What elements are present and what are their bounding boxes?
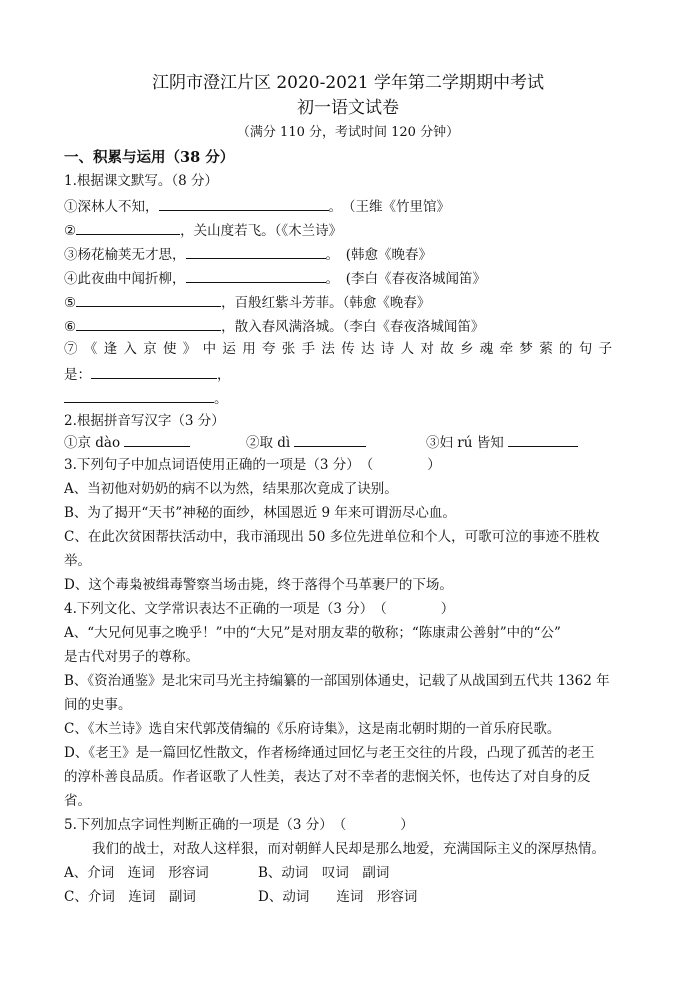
q3-option-c-cont: 举。 [64,553,91,569]
q3-option-d: D、这个毒枭被缉毒警察当场击毙，终于落得个马革裹尸的下场。 [64,577,453,593]
answer-blank[interactable] [64,388,214,403]
q2-item-1 [64,432,190,452]
answer-blank[interactable] [76,220,180,235]
answer-blank[interactable] [508,432,578,447]
q2-item-2 [246,432,366,452]
q3-option-c: C、在此次贫困帮扶活动中，我市涌现出 50 多位先进单位和个人，可歌可泣的事迹不胜枚 [64,529,600,545]
answer-blank[interactable] [76,316,221,331]
q1-item-3-post: 。 (韩愈《晚春》 [325,247,433,263]
q1-item-7-pre: 是： [64,367,91,383]
q2-stem: 2.根据拼音写汉字（3 分） [64,413,225,429]
answer-blank[interactable] [76,292,221,307]
q5-option-b: B、动词 叹词 副词 [258,865,390,881]
q1-item-2-post: ，关山度若飞。（《木兰诗》 [180,223,343,239]
q4-option-b-cont: 间的史事。 [64,697,132,713]
q2-item-2-label: ②取 dì [246,435,291,451]
answer-blank[interactable] [124,432,190,447]
q1-item-3 [64,244,432,264]
exam-title-line2: 初一语文试卷 [297,98,399,118]
q1-item-7-line1: ⑦《逢入京使》中运用夸张手法传达诗人对故乡魂牵梦萦的句子 [64,341,619,357]
answer-blank[interactable] [159,196,329,211]
q5-stem: 5.下列加点字词性判断正确的一项是（3 分） （ ） [64,817,414,833]
q4-option-a-cont: 是古代对男子的尊称。 [64,649,199,665]
q4-option-a: A、“大兄何见事之晚乎！”中的“大兄”是对朋友辈的敬称；“陈康肃公善射”中的“公” [64,625,561,641]
q2-item-1-label: ①京 dào [64,435,121,451]
answer-blank[interactable] [294,432,366,447]
q1-item-6-pre: ⑥ [64,319,77,335]
q3-option-a: A、当初他对奶奶的病不以为然，结果那次竟成了诀别。 [64,481,398,497]
q4-option-c: C、《木兰诗》选自宋代郭茂倩编的《乐府诗集》，这是南北朝时期的一首乐府民歌。 [64,721,561,737]
q1-item-1-pre: ①深林人不知， [64,199,159,215]
q1-item-5-pre: ⑤ [64,295,77,311]
q1-item-4-post: 。 (李白《春夜洛城闻笛》 [325,271,487,287]
answer-blank[interactable] [91,364,217,379]
q1-item-6 [64,316,484,336]
q1-item-1 [64,196,450,216]
q1-item-1-post: 。 （王维《竹里馆》 [328,199,450,215]
q1-item-5 [64,292,430,312]
q4-stem: 4.下列文化、文学常识表达不正确的一项是（3 分） （ ） [64,601,455,617]
q4-option-d: D、《老王》是一篇回忆性散文，作者杨绛通过回忆与老王交往的片段，凸现了孤苦的老王 [64,745,595,761]
q1-item-3-pre: ③杨花榆荚无才思， [64,247,186,263]
q1-item-7-line3 [64,388,228,408]
q1-item-7-end: 。 [214,391,228,407]
answer-blank[interactable] [186,268,326,283]
q1-item-7-post: ， [217,367,231,383]
q1-item-7-line2 [64,364,231,384]
q4-option-b: B、《资治通鉴》是北宋司马光主持编纂的一部国别体通史，记载了从战国到五代共 1362 年 [64,673,610,689]
exam-subtitle: （满分 110 分，考试时间 120 分钟） [236,125,460,140]
answer-blank[interactable] [186,244,326,259]
q5-option-d: D、动词 连词 形容词 [258,889,418,905]
q5-option-c: C、介词 连词 副词 [64,889,196,905]
q4-option-d-end: 省。 [64,793,91,809]
section-heading: 一、积累与运用（38 分） [64,149,235,166]
q3-option-b: B、为了揭开“天书”神秘的面纱，林国恩近 9 年来可谓沥尽心血。 [64,505,456,521]
q1-item-2-pre: ② [64,223,77,239]
exam-title-line1: 江阴市澄江片区 2020-2021 学年第二学期期中考试 [151,73,545,93]
q1-item-2 [64,220,342,240]
q3-stem: 3.下列句子中加点词语使用正确的一项是（3 分） （ ） [64,457,441,473]
q1-item-5-post: ，百般红紫斗芳菲。（韩愈《晚春》 [221,295,431,311]
q2-item-3 [426,432,578,452]
q1-item-4-pre: ④此夜曲中闻折柳， [64,271,186,287]
q1-item-4 [64,268,486,288]
q4-option-d-cont: 的淳朴善良品质。作者讴歌了人性美，表达了对不幸者的悲悯关怀，也传达了对自身的反 [64,769,591,785]
q5-option-a: A、介词 连词 形容词 [64,865,209,881]
q1-stem: 1.根据课文默写。（8 分） [64,173,219,189]
q2-item-3-label: ③妇 rú 皆知 [426,435,504,451]
q5-passage: 我们的战士，对敌人这样狠，而对朝鲜人民却是那么地爱，充满国际主义的深厚热情。 [92,841,605,857]
q1-item-6-post: ，散入春风满洛城。（李白《春夜洛城闻笛》 [221,319,485,335]
